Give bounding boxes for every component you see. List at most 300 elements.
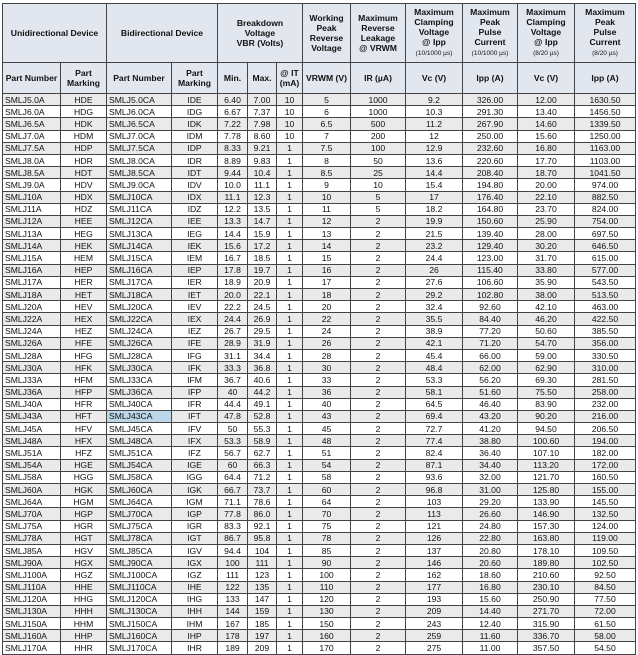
cell-ipp-8-20: 216.00 (575, 410, 636, 422)
cell-bi-part-number: SMLJ10CA (107, 191, 172, 203)
cell-vbr-min: 16.7 (218, 252, 248, 264)
cell-bi-part-number: SMLJ12CA (107, 215, 172, 227)
cell-vc-8-20: 83.90 (518, 398, 575, 410)
cell-vc-8-20: 46.20 (518, 313, 575, 325)
cell-vc-10-1000: 24.4 (406, 252, 463, 264)
cell-vrwm: 85 (303, 544, 351, 556)
cell-vc-8-20: 50.60 (518, 325, 575, 337)
cell-ipp-10-1000: 29.20 (463, 496, 518, 508)
table-row (3, 459, 636, 471)
cell-leakage: 2 (351, 544, 406, 556)
cell-bi-part-marking: IEZ (172, 325, 218, 337)
table-row (3, 374, 636, 386)
cell-vbr-min: 11.1 (218, 191, 248, 203)
cell-bi-part-number: SMLJ14CA (107, 240, 172, 252)
table-row (3, 520, 636, 532)
col-ir: IR (µA) (351, 63, 406, 94)
cell-bi-part-marking: IDG (172, 106, 218, 118)
cell-ipp-8-20: 646.50 (575, 240, 636, 252)
cell-vrwm: 36 (303, 386, 351, 398)
cell-ipp-8-20: 124.00 (575, 520, 636, 532)
cell-ipp-10-1000: 129.40 (463, 240, 518, 252)
cell-test-current: 1 (277, 642, 303, 654)
cell-uni-part-marking: HGP (61, 508, 107, 520)
cell-vbr-min: 6.67 (218, 106, 248, 118)
cell-bi-part-number: SMLJ16CA (107, 264, 172, 276)
cell-bi-part-marking: IGR (172, 520, 218, 532)
cell-vbr-min: 40 (218, 386, 248, 398)
cell-ipp-10-1000: 18.60 (463, 569, 518, 581)
cell-vrwm: 51 (303, 447, 351, 459)
cell-vc-8-20: 20.00 (518, 179, 575, 191)
cell-vbr-min: 144 (218, 605, 248, 617)
cell-vrwm: 40 (303, 398, 351, 410)
cell-bi-part-marking: IGG (172, 471, 218, 483)
cell-test-current: 1 (277, 215, 303, 227)
cell-vbr-max: 55.3 (248, 423, 277, 435)
cell-vbr-min: 18.9 (218, 276, 248, 288)
cell-bi-part-marking: IFG (172, 349, 218, 361)
cell-vrwm: 9 (303, 179, 351, 191)
cell-vrwm: 16 (303, 264, 351, 276)
cell-uni-part-marking: HDR (61, 154, 107, 166)
cell-vc-8-20: 42.10 (518, 301, 575, 313)
cell-vc-8-20: 163.80 (518, 532, 575, 544)
cell-bi-part-marking: IHH (172, 605, 218, 617)
table-row (3, 264, 636, 276)
cell-uni-part-number: SMLJ8.5A (3, 167, 61, 179)
cell-test-current: 1 (277, 423, 303, 435)
cell-vc-10-1000: 259 (406, 630, 463, 642)
cell-vrwm: 15 (303, 252, 351, 264)
cell-vc-10-1000: 69.4 (406, 410, 463, 422)
cell-leakage: 2 (351, 264, 406, 276)
cell-test-current: 1 (277, 630, 303, 642)
cell-vbr-max: 26.9 (248, 313, 277, 325)
table-row (3, 423, 636, 435)
cell-vbr-max: 78.6 (248, 496, 277, 508)
table-row (3, 532, 636, 544)
cell-leakage: 2 (351, 642, 406, 654)
cell-vbr-max: 22.1 (248, 289, 277, 301)
peak-pulse-current-10-1000-header: Maximum Peak Pulse Current (10/1000 µs) (463, 4, 518, 63)
cell-uni-part-number: SMLJ20A (3, 301, 61, 313)
cell-vc-8-20: 125.80 (518, 484, 575, 496)
col-bi-part-marking: Part Marking (172, 63, 218, 94)
cell-uni-part-number: SMLJ16A (3, 264, 61, 276)
cell-vc-10-1000: 275 (406, 642, 463, 654)
cell-bi-part-number: SMLJ7.0CA (107, 130, 172, 142)
cell-vbr-max: 34.4 (248, 349, 277, 361)
table-row (3, 544, 636, 556)
cell-test-current: 1 (277, 325, 303, 337)
reverse-leakage-header: Maximum Reverse Leakage @ VRWM (351, 4, 406, 63)
cell-vbr-max: 15.9 (248, 228, 277, 240)
cell-bi-part-number: SMLJ40CA (107, 398, 172, 410)
cell-bi-part-number: SMLJ130CA (107, 605, 172, 617)
cell-test-current: 1 (277, 362, 303, 374)
cell-uni-part-number: SMLJ18A (3, 289, 61, 301)
cell-ipp-10-1000: 102.80 (463, 289, 518, 301)
cell-bi-part-marking: IHR (172, 642, 218, 654)
table-row (3, 508, 636, 520)
cell-test-current: 1 (277, 349, 303, 361)
cell-test-current: 10 (277, 106, 303, 118)
cell-vrwm: 150 (303, 618, 351, 630)
cell-ipp-10-1000: 84.40 (463, 313, 518, 325)
cell-bi-part-marking: IHM (172, 618, 218, 630)
cell-vrwm: 110 (303, 581, 351, 593)
cell-vbr-min: 133 (218, 593, 248, 605)
col-ipp-10-1000: Ipp (A) (463, 63, 518, 94)
cell-ipp-8-20: 974.00 (575, 179, 636, 191)
cell-bi-part-marking: IGP (172, 508, 218, 520)
cell-bi-part-number: SMLJ20CA (107, 301, 172, 313)
table-row (3, 252, 636, 264)
cell-uni-part-marking: HHM (61, 618, 107, 630)
cell-vrwm: 130 (303, 605, 351, 617)
cell-ipp-8-20: 54.50 (575, 642, 636, 654)
cell-vc-10-1000: 177 (406, 581, 463, 593)
cell-ipp-10-1000: 11.00 (463, 642, 518, 654)
cell-leakage: 2 (351, 447, 406, 459)
cell-ipp-8-20: 330.50 (575, 349, 636, 361)
cell-leakage: 2 (351, 362, 406, 374)
cell-bi-part-number: SMLJ51CA (107, 447, 172, 459)
cell-ipp-8-20: 1103.00 (575, 154, 636, 166)
cell-uni-part-marking: HEV (61, 301, 107, 313)
cell-ipp-10-1000: 22.80 (463, 532, 518, 544)
cell-leakage: 500 (351, 118, 406, 130)
cell-vbr-max: 9.21 (248, 142, 277, 154)
unidirectional-header: Unidirectional Device (3, 4, 107, 63)
col-bi-part-number: Part Number (107, 63, 172, 94)
cell-bi-part-number: SMLJ48CA (107, 435, 172, 447)
cell-uni-part-marking: HFM (61, 374, 107, 386)
cell-ipp-8-20: 182.00 (575, 447, 636, 459)
cell-uni-part-number: SMLJ75A (3, 520, 61, 532)
cell-bi-part-marking: IHE (172, 581, 218, 593)
cell-uni-part-number: SMLJ6.0A (3, 106, 61, 118)
cell-bi-part-number: SMLJ6.0CA (107, 106, 172, 118)
cell-uni-part-number: SMLJ70A (3, 508, 61, 520)
cell-bi-part-marking: IDR (172, 154, 218, 166)
cell-vbr-min: 47.8 (218, 410, 248, 422)
cell-vrwm: 60 (303, 484, 351, 496)
cell-test-current: 1 (277, 447, 303, 459)
cell-test-current: 1 (277, 240, 303, 252)
cell-test-current: 1 (277, 508, 303, 520)
cell-test-current: 10 (277, 94, 303, 106)
cell-vbr-min: 56.7 (218, 447, 248, 459)
cell-bi-part-number: SMLJ9.0CA (107, 179, 172, 191)
cell-vbr-max: 135 (248, 581, 277, 593)
cell-uni-part-marking: HFZ (61, 447, 107, 459)
cell-uni-part-marking: HER (61, 276, 107, 288)
cell-uni-part-number: SMLJ36A (3, 386, 61, 398)
table-row (3, 130, 636, 142)
cell-vc-10-1000: 12 (406, 130, 463, 142)
cell-vrwm: 8 (303, 154, 351, 166)
peak-pulse-current-8-20-header: Maximum Peak Pulse Current (8/20 µs) (575, 4, 636, 63)
cell-bi-part-marking: IDV (172, 179, 218, 191)
cell-ipp-10-1000: 34.40 (463, 459, 518, 471)
cell-bi-part-marking: IEG (172, 228, 218, 240)
cell-leakage: 2 (351, 435, 406, 447)
cell-vc-10-1000: 243 (406, 618, 463, 630)
cell-vc-10-1000: 14.4 (406, 167, 463, 179)
cell-uni-part-number: SMLJ6.5A (3, 118, 61, 130)
cell-leakage: 1000 (351, 106, 406, 118)
cell-ipp-10-1000: 20.60 (463, 557, 518, 569)
cell-vc-8-20: 210.60 (518, 569, 575, 581)
cell-vc-10-1000: 26 (406, 264, 463, 276)
cell-leakage: 2 (351, 240, 406, 252)
cell-vbr-max: 31.9 (248, 337, 277, 349)
cell-vbr-max: 19.7 (248, 264, 277, 276)
cell-ipp-10-1000: 71.20 (463, 337, 518, 349)
cell-ipp-8-20: 109.50 (575, 544, 636, 556)
cell-vbr-min: 8.33 (218, 142, 248, 154)
cell-uni-part-marking: HGK (61, 484, 107, 496)
cell-vc-8-20: 178.10 (518, 544, 575, 556)
cell-bi-part-marking: IFV (172, 423, 218, 435)
cell-vc-10-1000: 93.6 (406, 471, 463, 483)
cell-test-current: 1 (277, 569, 303, 581)
cell-vbr-max: 86.0 (248, 508, 277, 520)
cell-ipp-10-1000: 11.60 (463, 630, 518, 642)
table-row (3, 142, 636, 154)
cell-bi-part-number: SMLJ78CA (107, 532, 172, 544)
cell-uni-part-number: SMLJ15A (3, 252, 61, 264)
cell-ipp-10-1000: 32.00 (463, 471, 518, 483)
cell-vc-10-1000: 21.5 (406, 228, 463, 240)
cell-ipp-8-20: 543.50 (575, 276, 636, 288)
cell-vbr-min: 122 (218, 581, 248, 593)
cell-test-current: 1 (277, 605, 303, 617)
cell-uni-part-number: SMLJ110A (3, 581, 61, 593)
cell-vc-8-20: 35.90 (518, 276, 575, 288)
table-row (3, 496, 636, 508)
cell-uni-part-marking: HFP (61, 386, 107, 398)
table-row (3, 569, 636, 581)
cell-uni-part-number: SMLJ33A (3, 374, 61, 386)
table-row (3, 203, 636, 215)
cell-bi-part-marking: IGM (172, 496, 218, 508)
cell-bi-part-number: SMLJ170CA (107, 642, 172, 654)
cell-vbr-min: 86.7 (218, 532, 248, 544)
cell-ipp-10-1000: 36.40 (463, 447, 518, 459)
cell-bi-part-number: SMLJ110CA (107, 581, 172, 593)
table-row (3, 398, 636, 410)
cell-vc-8-20: 31.70 (518, 252, 575, 264)
cell-bi-part-number: SMLJ45CA (107, 423, 172, 435)
cell-bi-part-number: SMLJ22CA (107, 313, 172, 325)
cell-ipp-8-20: 58.00 (575, 630, 636, 642)
cell-bi-part-marking: IGX (172, 557, 218, 569)
cell-vc-10-1000: 48.4 (406, 362, 463, 374)
cell-uni-part-marking: HEX (61, 313, 107, 325)
cell-test-current: 1 (277, 301, 303, 313)
cell-vc-8-20: 113.20 (518, 459, 575, 471)
cell-uni-part-number: SMLJ170A (3, 642, 61, 654)
cell-ipp-8-20: 422.50 (575, 313, 636, 325)
cell-bi-part-marking: IGV (172, 544, 218, 556)
cell-leakage: 5 (351, 191, 406, 203)
cell-uni-part-marking: HEG (61, 228, 107, 240)
cell-vrwm: 6 (303, 106, 351, 118)
table-row (3, 94, 636, 106)
cell-vc-8-20: 146.90 (518, 508, 575, 520)
cell-vc-8-20: 12.00 (518, 94, 575, 106)
cell-uni-part-marking: HHG (61, 593, 107, 605)
cell-leakage: 100 (351, 142, 406, 154)
cell-vbr-min: 7.78 (218, 130, 248, 142)
cell-leakage: 2 (351, 215, 406, 227)
cell-bi-part-number: SMLJ160CA (107, 630, 172, 642)
cell-ipp-10-1000: 150.60 (463, 215, 518, 227)
cell-vrwm: 12 (303, 215, 351, 227)
cell-bi-part-number: SMLJ7.5CA (107, 142, 172, 154)
cell-vbr-max: 49.1 (248, 398, 277, 410)
cell-vbr-min: 14.4 (218, 228, 248, 240)
cell-bi-part-number: SMLJ58CA (107, 471, 172, 483)
cell-vrwm: 24 (303, 325, 351, 337)
cell-vrwm: 14 (303, 240, 351, 252)
cell-ipp-8-20: 513.50 (575, 289, 636, 301)
cell-vbr-min: 66.7 (218, 484, 248, 496)
table-row (3, 447, 636, 459)
cell-vbr-max: 10.4 (248, 167, 277, 179)
cell-vbr-max: 14.7 (248, 215, 277, 227)
cell-vbr-max: 40.6 (248, 374, 277, 386)
cell-bi-part-marking: IDP (172, 142, 218, 154)
cell-vbr-max: 197 (248, 630, 277, 642)
cell-vrwm: 75 (303, 520, 351, 532)
cell-vc-8-20: 189.80 (518, 557, 575, 569)
cell-vrwm: 45 (303, 423, 351, 435)
cell-test-current: 1 (277, 484, 303, 496)
cell-leakage: 2 (351, 508, 406, 520)
cell-ipp-8-20: 132.50 (575, 508, 636, 520)
breakdown-voltage-header: Breakdown Voltage VBR (Volts) (218, 4, 303, 63)
cell-vc-8-20: 54.70 (518, 337, 575, 349)
cell-leakage: 2 (351, 520, 406, 532)
cell-bi-part-number: SMLJ13CA (107, 228, 172, 240)
cell-test-current: 1 (277, 313, 303, 325)
cell-uni-part-marking: HEP (61, 264, 107, 276)
cell-ipp-8-20: 1250.00 (575, 130, 636, 142)
cell-bi-part-marking: IFE (172, 337, 218, 349)
cell-vbr-max: 209 (248, 642, 277, 654)
cell-vc-10-1000: 38.9 (406, 325, 463, 337)
cell-ipp-8-20: 281.50 (575, 374, 636, 386)
cell-uni-part-marking: HFG (61, 349, 107, 361)
cell-uni-part-number: SMLJ10A (3, 191, 61, 203)
cell-leakage: 2 (351, 386, 406, 398)
cell-test-current: 1 (277, 142, 303, 154)
cell-vc-8-20: 75.50 (518, 386, 575, 398)
cell-vbr-max: 92.1 (248, 520, 277, 532)
cell-test-current: 1 (277, 410, 303, 422)
cell-bi-part-number: SMLJ36CA (107, 386, 172, 398)
cell-bi-part-marking: IFK (172, 362, 218, 374)
cell-vrwm: 33 (303, 374, 351, 386)
cell-uni-part-number: SMLJ120A (3, 593, 61, 605)
cell-bi-part-marking: IFZ (172, 447, 218, 459)
cell-vrwm: 30 (303, 362, 351, 374)
table-row (3, 349, 636, 361)
cell-vbr-min: 83.3 (218, 520, 248, 532)
cell-vbr-max: 20.9 (248, 276, 277, 288)
cell-test-current: 1 (277, 386, 303, 398)
cell-vbr-max: 147 (248, 593, 277, 605)
cell-ipp-8-20: 463.00 (575, 301, 636, 313)
cell-vbr-min: 12.2 (218, 203, 248, 215)
table-row (3, 289, 636, 301)
col-ipp-8-20: Ipp (A) (575, 63, 636, 94)
cell-vc-8-20: 25.90 (518, 215, 575, 227)
col-vc-10-1000: Vc (V) (406, 63, 463, 94)
cell-vrwm: 90 (303, 557, 351, 569)
cell-ipp-10-1000: 15.60 (463, 593, 518, 605)
cell-bi-part-marking: IFR (172, 398, 218, 410)
cell-leakage: 2 (351, 471, 406, 483)
cell-ipp-10-1000: 14.40 (463, 605, 518, 617)
table-row (3, 484, 636, 496)
cell-bi-part-number: SMLJ150CA (107, 618, 172, 630)
cell-uni-part-marking: HGX (61, 557, 107, 569)
table-row (3, 337, 636, 349)
cell-vrwm: 8.5 (303, 167, 351, 179)
cell-vc-10-1000: 193 (406, 593, 463, 605)
cell-uni-part-marking: HHH (61, 605, 107, 617)
cell-uni-part-number: SMLJ9.0A (3, 179, 61, 191)
cell-vrwm: 22 (303, 313, 351, 325)
cell-vc-8-20: 22.10 (518, 191, 575, 203)
cell-vc-10-1000: 18.2 (406, 203, 463, 215)
cell-uni-part-number: SMLJ5.0A (3, 94, 61, 106)
cell-test-current: 1 (277, 289, 303, 301)
table-row (3, 593, 636, 605)
cell-uni-part-number: SMLJ85A (3, 544, 61, 556)
col-uni-part-marking: Part Marking (61, 63, 107, 94)
cell-ipp-8-20: 155.00 (575, 484, 636, 496)
cell-uni-part-number: SMLJ11A (3, 203, 61, 215)
cell-test-current: 1 (277, 154, 303, 166)
cell-ipp-8-20: 232.00 (575, 398, 636, 410)
table-row (3, 118, 636, 130)
cell-test-current: 1 (277, 179, 303, 191)
cell-ipp-8-20: 77.50 (575, 593, 636, 605)
cell-test-current: 1 (277, 459, 303, 471)
cell-vc-8-20: 16.80 (518, 142, 575, 154)
cell-bi-part-marking: IGT (172, 532, 218, 544)
cell-vbr-max: 104 (248, 544, 277, 556)
cell-vbr-max: 111 (248, 557, 277, 569)
cell-ipp-8-20: 194.00 (575, 435, 636, 447)
cell-ipp-8-20: 577.00 (575, 264, 636, 276)
cell-bi-part-marking: IER (172, 276, 218, 288)
cell-vbr-max: 52.8 (248, 410, 277, 422)
cell-uni-part-marking: HFK (61, 362, 107, 374)
clamping-voltage-10-1000-header: Maximum Clamping Voltage @ Ipp (10/1000 µs) (406, 4, 463, 63)
cell-bi-part-marking: IGE (172, 459, 218, 471)
cell-vbr-min: 8.89 (218, 154, 248, 166)
cell-bi-part-number: SMLJ33CA (107, 374, 172, 386)
cell-vrwm: 70 (303, 508, 351, 520)
cell-bi-part-number: SMLJ17CA (107, 276, 172, 288)
